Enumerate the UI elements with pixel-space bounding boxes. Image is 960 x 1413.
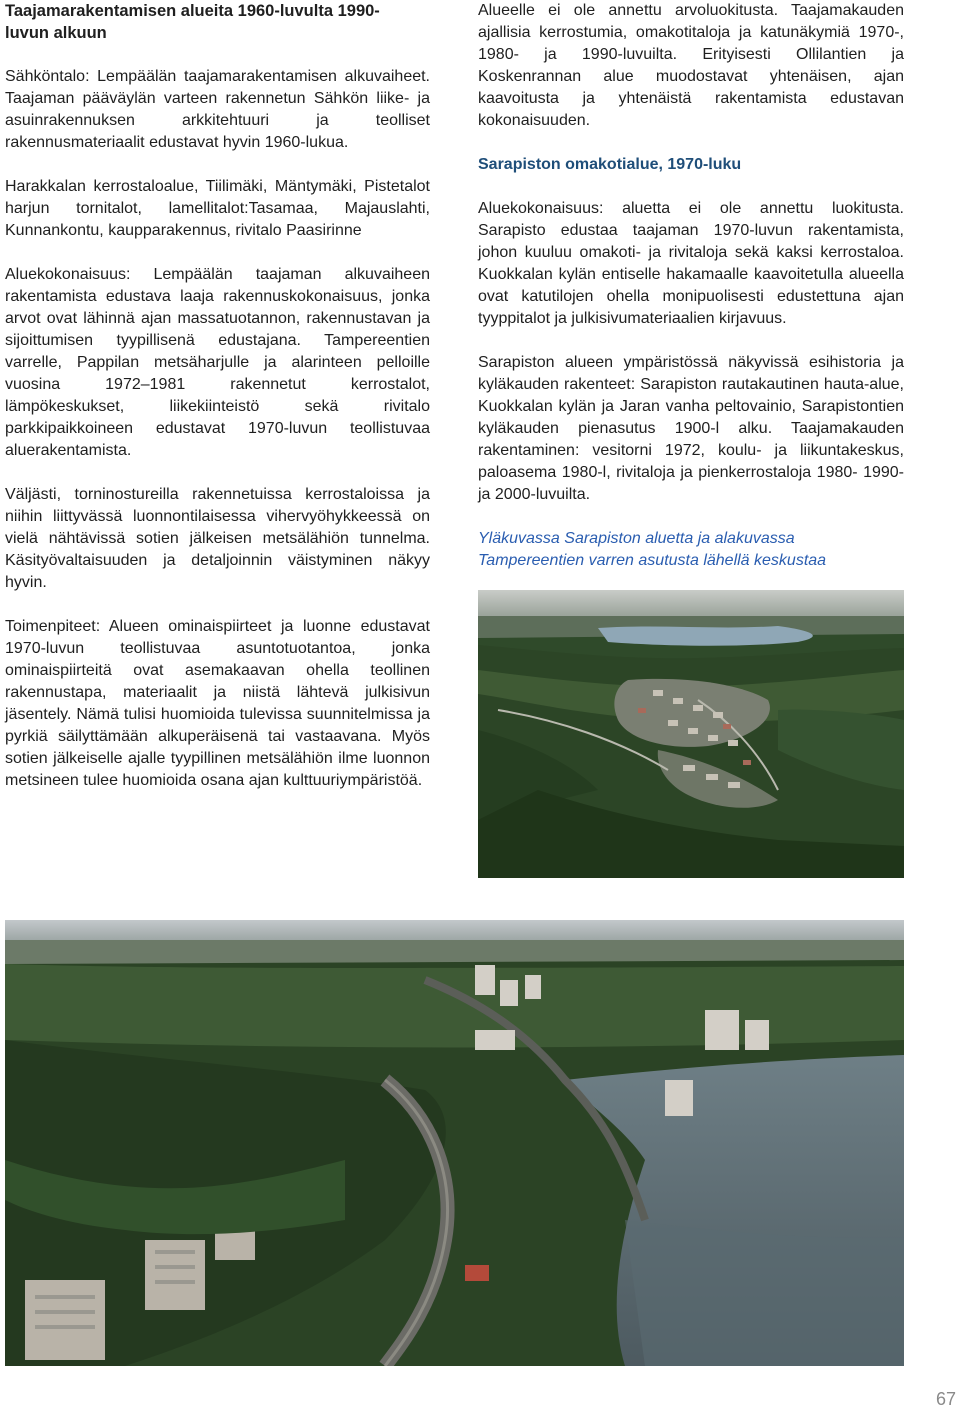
paragraph-aluekokonaisuus: Aluekokonaisuus: Lempäälän taajaman alkuvaiheen rakentamista edustava laaja rakennuskokonaisuus, jonka arvot ovat lähinnä ajan massatuotannon, rakennustavan ja sijoittumisen tyypillisenä edustajana. Tampereentien varrelle, Pappilan metsäharjulle ja alarinteen pelloille vuosina 1972–1981 rakennetut kerrostalot, lämpökeskukset, liikekiinteistö sekä rivitalo parkkipaikkoineen edustavat 1970-luvun teollistuvaa aluerakentamista.	[5, 266, 430, 459]
paragraph-harakkala-list: Harakkalan kerrostaloalue, Tiilimäki, Mäntymäki, Pistetalot harjun tornitalot, lamellitalot:Tasamaa, Majauslahti, Kunnankontu, kaupparakennus, rivitalo Paasirinne	[5, 178, 430, 239]
left-column	[5, 0, 430, 792]
paragraph-valjasti: Väljästi, torninostureilla rakennetuissa kerrostaloissa ja niihin liittyvässä luonnontilaisessa vihervyöhykkeessä on vielä nähtävissä sotien jälkeisen metsälähiön tunnelma. Käsityövaltaisuuden ja detaljoinnin väistyminen näkyy hyvin.	[5, 486, 430, 591]
aerial-photo-tampereentie	[5, 920, 904, 1366]
right-column	[478, 0, 904, 572]
paragraph-sarapisto-ymparisto: Sarapiston alueen ympäristössä näkyvissä esihistoria ja kyläkauden rakenteet: Sarapiston rautakautinen hauta-alue, Kuokkalan kylän ja Jaran vanha peltovainio, Sarapistontien kyläkauden pienasutus 1900-l alku. Taajamakauden rakentaminen: vesitorni 1972, koulu- ja liikuntakeskus, paloasema 1980-l, rivitaloja ja pienkerrostaloja 1980- 1990- ja 2000-luvuilta.	[478, 354, 904, 503]
paragraph-arvoluokitus: Alueelle ei ole annettu arvoluokitusta. Taajamakauden ajallisia kerrostumia, omakotitaloja ja katunäkymiä 1970-, 1980- ja 1990-luvuilta. Erityisesti Ollilantien ja Koskenrannan alue muodostavat yhtenäisen, ajan kaavoitusta ja yhtenäistä rakentamista edustavan kokonaisuuden.	[478, 2, 904, 129]
page-number: 67	[935, 1389, 956, 1409]
aerial-photo-sarapisto	[478, 590, 904, 878]
photo-caption: Yläkuvassa Sarapiston aluetta ja alakuvassa Tampereentien varren asutusta lähellä keskustaa	[478, 530, 827, 569]
paragraph-sarapisto-aluekokonaisuus: Aluekokonaisuus: aluetta ei ole annettu luokitusta. Sarapisto edustaa taajaman 1970-luvun rakentamista, johon kuuluu omakoti- ja rivitaloja sekä kaksi kerrostaloa. Kuokkalan kylän entiselle hakamaalle kaavoitetulla alueella ovat katutilojen ohella monipuolisesti edustettuna ajan tyyppitalot ja julkisivumateriaalien kirjavuus.	[478, 200, 904, 327]
section-heading: Taajamarakentamisen alueita 1960-luvulta 1990- luvun alkuun	[5, 2, 380, 42]
subheading-sarapisto: Sarapiston omakotialue, 1970-luku	[478, 156, 742, 173]
paragraph-toimenpiteet: Toimenpiteet: Alueen ominaispiirteet ja luonne edustavat 1970-luvun teollistuvaa asuntotuotantoa, jonka ominaispiirteitä ovat asemakaavan ohella teollinen rakennustapa, materiaalit ja niistä lähtevä julkisivun jäsentely. Nämä tulisi huomioida tulevissa suunnitelmissa ja pyrkiä säilyttämään alkuperäisenä tai vastaavana. Myös sotien jälkeiselle ajalle tyypillinen metsälähiön ilme luonnon metsineen tulee huomioida osana ajan kulttuuriympäristöä.	[5, 618, 430, 789]
paragraph-sahkontalo: Sähköntalo: Lempäälän taajamarakentamisen alkuvaiheet. Taajaman pääväylän varteen rakennetun Sähkön liike- ja asuinrakennuksen arkkitehtuuri ja teolliset rakennusmateriaalit edustavat hyvin 1960-lukua.	[5, 68, 430, 151]
